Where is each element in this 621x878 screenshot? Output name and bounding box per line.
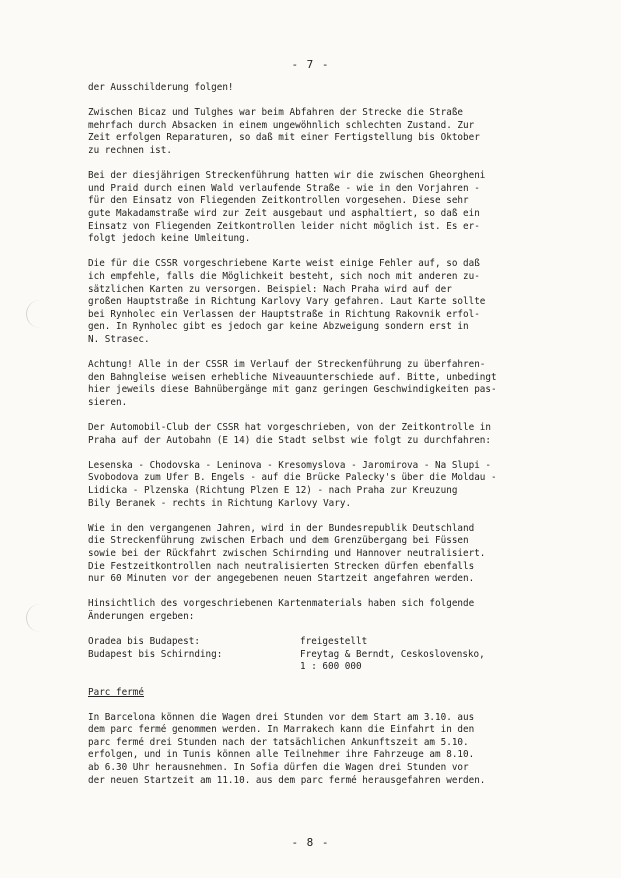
text-line: der neuen Startzeit am 11.10. aus dem parc fermé herausgefahren werden. (88, 774, 486, 786)
text-line: Lesenska - Chodovska - Leninova - Kresomyslova - Jaromirova - Na Slupi - (88, 459, 491, 471)
text-line: den Bahngleise weisen erhebliche Niveauunterschiede auf. Bitte, unbedingt (88, 371, 497, 383)
text-line: Praha auf der Autobahn (E 14) die Stadt selbst wie folgt zu durchfahren: (88, 434, 491, 446)
text-line: Wie in den vergangenen Jahren, wird in der Bundesrepublik Deutschland (88, 522, 475, 534)
paragraph (88, 82, 588, 95)
text-line: Svobodova zum Ufer B. Engels - auf die Brücke Palecky's über die Moldau - (88, 472, 497, 484)
page-number-bottom: - 8 - (291, 836, 330, 849)
text-line: Achtung! Alle in der CSSR im Verlauf der Streckenführung zu überfahren- (88, 359, 486, 371)
text-line: die Streckenführung zwischen Erbach und dem Grenzübergang bei Füssen (88, 535, 469, 547)
map-route: Oradea bis Budapest: (88, 636, 200, 648)
punch-hole-mark (26, 604, 41, 632)
text-line: parc fermé drei Stunden nach der tatsächlichen Ankunftszeit am 5.10. (88, 736, 469, 748)
text-line: Hinsichtlich des vorgeschriebenen Kartenmaterials haben sich folgende (88, 598, 475, 610)
text-line: ab 6.30 Uhr herausnehmen. In Sofia dürfen die Wagen drei Stunden vor (88, 762, 469, 774)
text-line: und Praid durch einen Wald verlaufende Straße - wie in den Vorjahren - (88, 182, 480, 194)
paragraph (88, 460, 588, 510)
text-line: sätzlichen Karten zu versorgen. Beispiel: Nach Praha wird auf der (88, 283, 452, 295)
text-line: sieren. (88, 396, 128, 408)
punch-hole-mark (26, 300, 41, 328)
text-line: N. Strasec. (88, 333, 150, 345)
text-line: Die für die CSSR vorgeschriebene Karte weist einige Fehler auf, so daß (88, 258, 480, 270)
text-line: gute Makadamstraße wird zur Zeit ausgebaut und asphaltiert, so daß ein (88, 207, 480, 219)
map-table-row (88, 649, 588, 674)
paragraph (88, 170, 588, 246)
text-line: Zeit erfolgen Reparaturen, so daß mit einer Fertigstellung bis Oktober (88, 132, 480, 144)
paragraph-parc-ferme (88, 712, 588, 788)
text-line: Bily Beranek - rechts in Richtung Karlovy Vary. (88, 497, 352, 509)
text-line: zu rechnen ist. (88, 144, 172, 156)
text-line: Zwischen Bicaz und Tulghes war beim Abfahren der Strecke die Straße (88, 107, 464, 119)
map-route: Budapest bis Schirnding: (88, 648, 223, 660)
text-line: In Barcelona können die Wagen drei Stunden vor dem Start am 3.10. aus (88, 711, 475, 723)
text-line: erfolgen, und in Tunis können alle Teilnehmer ihre Fahrzeuge am 8.10. (88, 749, 475, 761)
text-line: großen Hauptstraße in Richtung Karlovy Vary gefahren. Laut Karte sollte (88, 296, 486, 308)
map-table (88, 636, 588, 674)
text-line: Lidicka - Plzenska (Richtung Plzen E 12) - nach Praha zur Kreuzung (88, 485, 458, 496)
paragraph (88, 422, 588, 447)
paragraph (88, 359, 588, 409)
text-line: Änderungen ergeben: (88, 610, 195, 622)
text-line: Einsatz von Fliegenden Zeitkontrollen leider nicht möglich ist. Es er- (88, 220, 480, 232)
map-table-row (88, 636, 588, 649)
text-line: sowie bei der Rückfahrt zwischen Schirnding und Hannover neutralisiert. (88, 547, 486, 559)
text-line: der Ausschilderung folgen! (88, 82, 234, 93)
text-line: bei Rynholec ein Verlassen der Hauptstraße in Richtung Rakovnik erfol- (88, 308, 480, 320)
paragraph (88, 258, 588, 346)
map-value: Freytag & Berndt, Ceskoslovensko, 1 : 600 000 (300, 648, 485, 673)
paragraph (88, 598, 588, 623)
paragraph (88, 523, 588, 586)
text-line: mehrfach durch Absacken in einem ungewöhnlich schlechten Zustand. Zur (88, 119, 475, 131)
map-value: freigestellt (300, 636, 368, 648)
text-line: folgt jedoch keine Umleitung. (88, 233, 251, 245)
text-line: Bei der diesjährigen Streckenführung hatten wir die zwischen Gheorgheni (88, 170, 486, 182)
text-line: ich empfehle, falls die Möglichkeit besteht, sich noch mit anderen zu- (88, 270, 480, 282)
text-line: Der Automobil-Club der CSSR hat vorgeschrieben, von der Zeitkontrolle in (88, 422, 491, 434)
text-line: Die Festzeitkontrollen nach neutralisierten Strecken dürfen ebenfalls (88, 560, 475, 572)
text-line: nur 60 Minuten vor der angegebenen neuen Startzeit angefahren werden. (88, 573, 475, 585)
section-heading: Parc fermé (88, 686, 144, 698)
text-line: dem parc fermé genommen werden. In Marrakech kann die Einfahrt in den (88, 724, 475, 736)
paragraph (88, 107, 588, 157)
body-text (88, 82, 588, 800)
text-line: für den Einsatz von Fliegenden Zeitkontrollen vorgesehen. Diese sehr (88, 195, 469, 207)
text-line: gen. In Rynholec gibt es jedoch gar keine Abzweigung sondern erst in (88, 321, 469, 333)
text-line: hier jeweils diese Bahnübergänge mit ganz geringen Geschwindigkeiten pas- (88, 384, 497, 396)
page-number-top: - 7 - (291, 58, 330, 71)
